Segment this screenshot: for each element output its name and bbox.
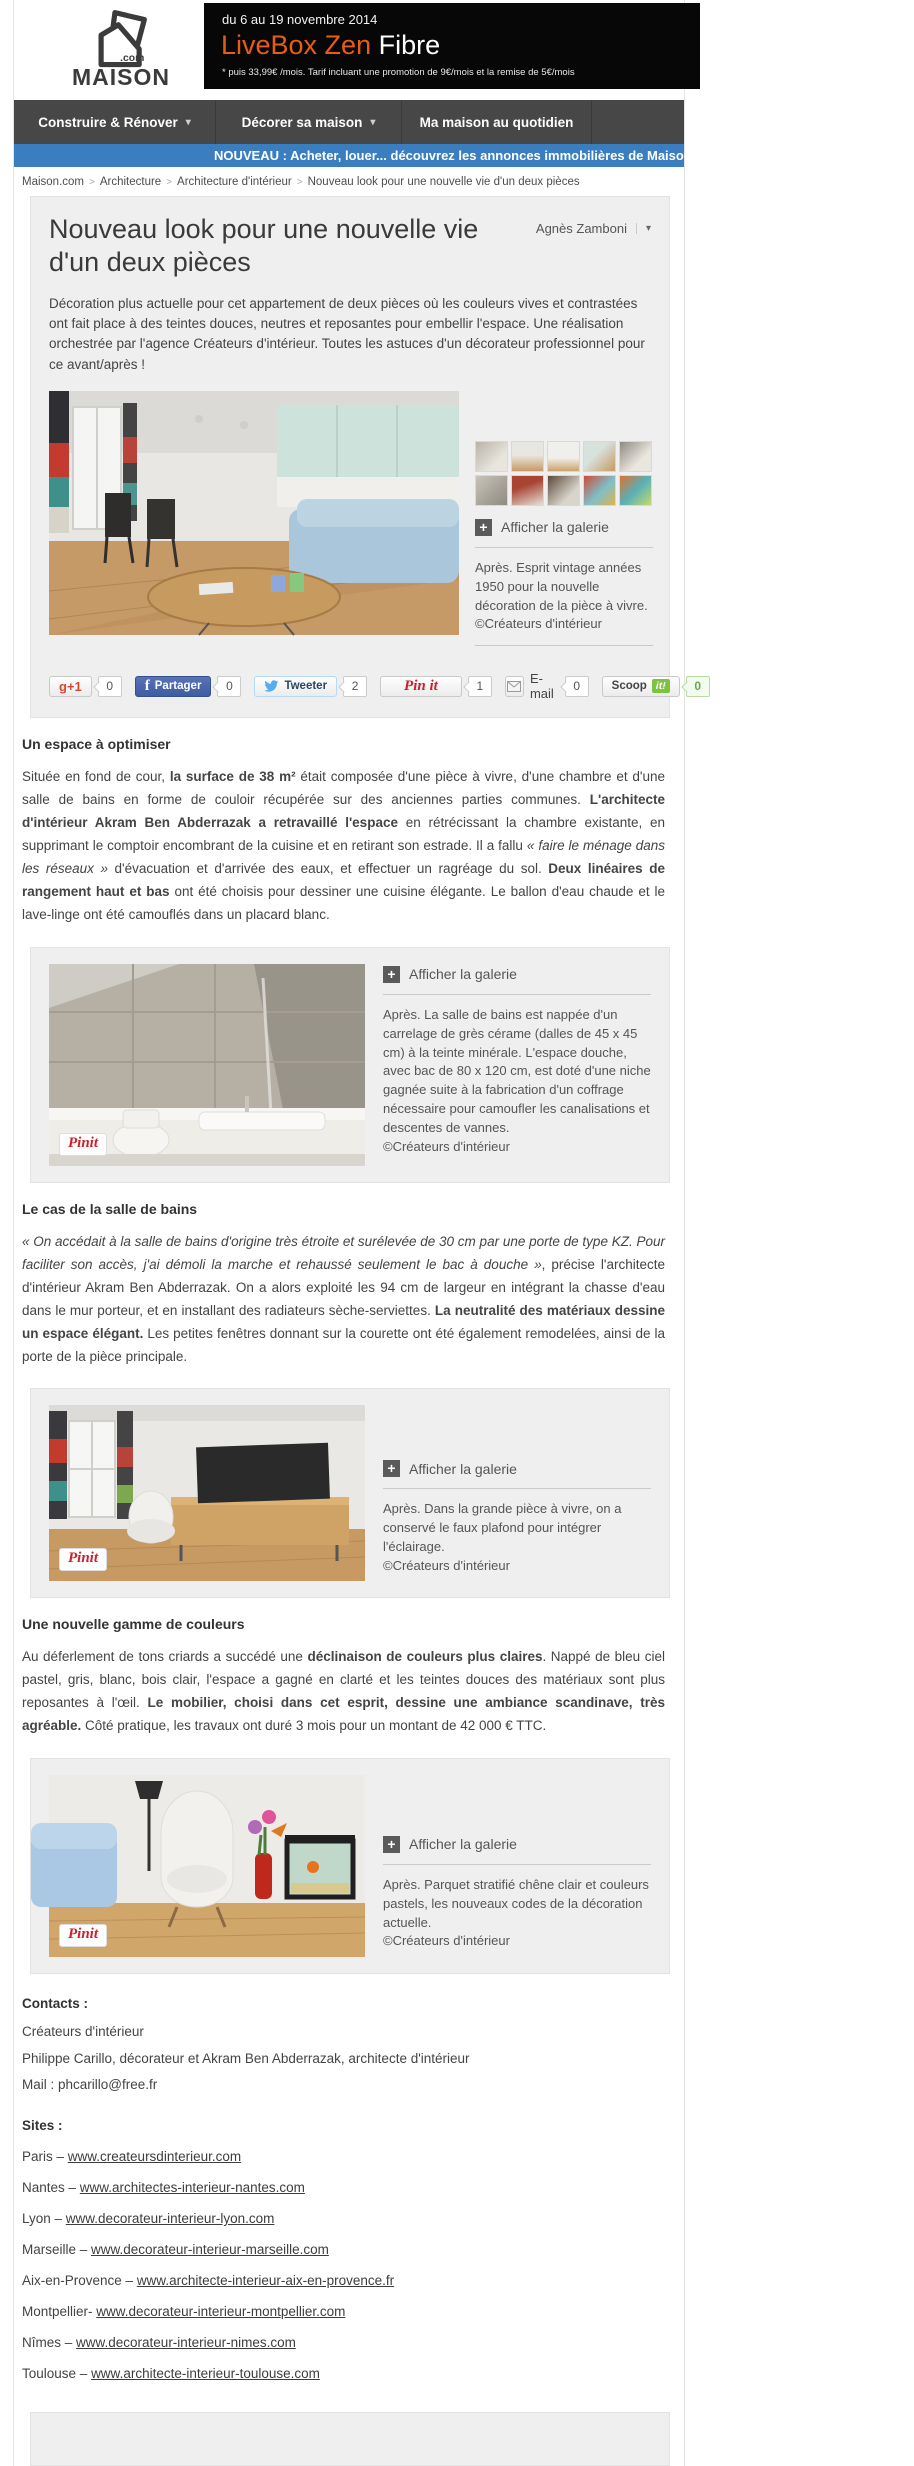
promo-banner[interactable]: NOUVEAU : Acheter, louer... découvrez les annonces immobilières de Maison.com [14, 144, 684, 167]
nav-item-label: Ma maison au quotidien [419, 114, 574, 130]
share-twitter-group [254, 676, 367, 697]
share-facebook-group [135, 676, 242, 697]
title-row [49, 213, 651, 279]
figure-caption [383, 1500, 651, 1575]
page-title: Nouveau look pour une nouvelle vie d'un deux pièces [49, 214, 479, 277]
gallery-thumbnail[interactable] [511, 475, 544, 506]
plus-icon: + [383, 1460, 400, 1477]
share-email-group [505, 671, 589, 701]
contacts-heading: Contacts : [22, 1996, 89, 2012]
article-intro: Décoration plus actuelle pour cet appartement de deux pièces où les couleurs vives et contrastées ont fait place à des teintes douces, neutres et reposantes pour embellir l'espace. Une réalisation orchestrée par l'agence Créateurs d'intérieur. Toutes les astuces d'un décorateur professionnel pour ce avant/après ! [49, 295, 645, 372]
figure-panel-pastel [30, 1758, 670, 1974]
author-box [536, 221, 651, 236]
show-gallery-button[interactable] [383, 1460, 651, 1477]
breadcrumb-home[interactable]: Maison.com [22, 176, 84, 188]
chevron-down-icon: ▾ [370, 116, 376, 128]
site-line-aix [22, 2265, 665, 2296]
site-link[interactable]: www.architecte-interieur-toulouse.com [91, 2366, 320, 2382]
caption-divider [383, 994, 651, 995]
caption-divider [475, 645, 653, 646]
nav-item-construire[interactable] [14, 100, 216, 144]
site-line-nimes [22, 2327, 665, 2358]
logo-tld: .com [120, 53, 145, 65]
site-line-montpellier [22, 2296, 665, 2327]
ad-disclaimer: * puis 33,99€ /mois. Tarif incluant une promotion de 9€/mois et la remise de 5€/mois [222, 67, 575, 78]
share-bar [49, 671, 702, 702]
maison-logo[interactable] [66, 4, 176, 91]
hero-photo-credit: ©Créateurs d'intérieur [475, 616, 602, 632]
nav-item-quotidien[interactable] [402, 100, 592, 144]
show-gallery-button[interactable] [383, 966, 651, 983]
caption-divider [475, 547, 653, 548]
tweet-count: 2 [343, 676, 367, 697]
breadcrumb-architecture-interieur[interactable]: Architecture d'intérieur [177, 176, 292, 188]
site-link[interactable]: www.decorateur-interieur-marseille.com [91, 2242, 329, 2258]
breadcrumb-current: Nouveau look pour une nouvelle vie d'un deux pièces [307, 176, 580, 188]
pin-it-overlay-badge[interactable]: Pinit [59, 1133, 107, 1156]
gallery-thumbnail[interactable] [619, 441, 652, 472]
pin-it-button[interactable] [380, 676, 462, 697]
site-link[interactable]: www.decorateur-interieur-lyon.com [65, 2211, 275, 2227]
site-city: Nîmes – [22, 2335, 77, 2351]
plus-icon: + [475, 519, 492, 536]
site-city: Nantes – [22, 2180, 80, 2196]
site-link[interactable]: www.createursdinterieur.com [67, 2149, 242, 2165]
figure [49, 1775, 651, 1957]
figure-caption-column [383, 1405, 651, 1581]
footer-panel [30, 2412, 670, 2466]
site-line-marseille [22, 2234, 665, 2265]
figure-caption-text: Après. La salle de bains est nappée d'un carrelage de grès cérame (dalles de 45 x 45 cm) à la teinte minérale. L'espace douche, avec bac de 80 x 120 cm, est doté d'une niche gagnée suite à la fabrication d'un coffrage nécessaire pour camoufler les canalisations et descentes de vannes. [383, 1006, 651, 1135]
logo-brand-text: MAISON [72, 64, 170, 90]
section-heading: Une nouvelle gamme de couleurs [22, 1616, 245, 1633]
show-gallery-label: Afficher la galerie [409, 1836, 517, 1853]
bathroom-photo[interactable] [49, 964, 365, 1166]
pin-it-overlay-badge[interactable]: Pinit [59, 1548, 107, 1571]
figure-caption [383, 1006, 651, 1157]
site-city: Paris – [22, 2149, 68, 2165]
site-link[interactable]: www.decorateur-interieur-nimes.com [76, 2335, 296, 2351]
gallery-thumbnail[interactable] [583, 441, 616, 472]
facebook-share-count: 0 [217, 676, 241, 697]
gallery-thumbnail[interactable] [547, 441, 580, 472]
contact-people: Philippe Carillo, décorateur et Akram Ben Abderrazak, architecte d'intérieur [22, 2050, 470, 2066]
section-paragraph: Située en fond de cour, la surface de 38 m² était composée d'une pièce à vivre, d'une chambre et d'une salle de bains en forme de couloir récupérée sur des anciennes parties communes. L'architecte d'intérieur Akram Ben Abderrazak a retravaillé l'espace en rétrécissant la chambre existante, en supprimant le comptoir encombrant de la cuisine et en retirant son estrade. Il a fallu « faire le ménage dans les réseaux » d'évacuation et d'arrivée des eaux, et effectuer un ragréage du sol. Deux linéaires de rangement haut et bas ont été choisis pour dessiner une cuisine élégante. Le ballon d'eau chaude et le lave-linge ont été camouflés dans un placard blanc. [22, 769, 666, 922]
google-plus-count: 0 [98, 676, 122, 697]
living-room-photo [49, 391, 459, 635]
scoop-it-button[interactable] [602, 676, 680, 697]
email-count: 0 [565, 676, 589, 697]
author-name: Agnès Zamboni [535, 221, 627, 236]
site-header [14, 0, 684, 100]
share-scoop-group [602, 676, 710, 697]
section-heading: Un espace à optimiser [22, 736, 171, 753]
article-head-panel [30, 196, 702, 718]
photo-credit: ©Créateurs d'intérieur [383, 1557, 510, 1573]
caption-divider [383, 1488, 651, 1489]
hero-caption [475, 559, 653, 634]
pinterest-label: Pin it [404, 677, 438, 694]
envelope-icon [507, 681, 521, 692]
ad-date-range: du 6 au 19 novembre 2014 [222, 12, 378, 27]
plus-icon: + [383, 966, 400, 983]
site-link[interactable]: www.architecte-interieur-aix-en-provence.fr [136, 2273, 395, 2289]
nav-item-label: Construire & Rénover [38, 114, 178, 130]
share-google-group [49, 676, 122, 697]
site-line-paris [22, 2141, 665, 2172]
breadcrumb [14, 167, 684, 196]
pin-it-overlay-badge[interactable]: Pinit [59, 1924, 107, 1947]
section-gamme-de-couleurs [22, 1616, 665, 1738]
gallery-thumbnail[interactable] [475, 475, 508, 506]
nav-item-decorer[interactable] [216, 100, 402, 144]
contacts-block [22, 1996, 665, 2098]
twitter-bird-icon [264, 680, 279, 692]
photo-credit: ©Créateurs d'intérieur [383, 1138, 510, 1154]
show-gallery-label: Afficher la galerie [409, 966, 517, 983]
hero-image[interactable] [49, 391, 459, 635]
chevron-down-icon: ▾ [185, 116, 191, 128]
google-plus-label: g+1 [59, 678, 82, 694]
gallery-thumbnail[interactable] [547, 475, 580, 506]
sites-heading: Sites : [22, 2118, 63, 2134]
living-room-photo-2[interactable] [49, 1405, 365, 1581]
figure-panel-living [30, 1388, 670, 1598]
site-city: Toulouse – [22, 2366, 92, 2382]
show-gallery-button[interactable] [383, 1836, 651, 1853]
plus-icon: + [383, 1836, 400, 1853]
breadcrumb-architecture[interactable]: Architecture [99, 176, 162, 188]
gallery-thumbnail[interactable] [583, 475, 616, 506]
gallery-thumbnail[interactable] [511, 441, 544, 472]
tweet-label: Tweeter [284, 680, 328, 693]
ad-title [204, 27, 700, 61]
facebook-share-label: Partager [154, 680, 202, 693]
site-city: Montpellier- [22, 2304, 97, 2320]
site-city: Aix-en-Provence – [22, 2273, 137, 2289]
breadcrumb-separator: > [166, 177, 173, 188]
facebook-share-button[interactable] [135, 676, 212, 697]
contact-email: Mail : phcarillo@free.fr [22, 2076, 158, 2092]
scoop-it-badge: it! [652, 679, 670, 693]
gallery-thumbnail[interactable] [475, 441, 508, 472]
figure [49, 964, 651, 1166]
section-salle-de-bains [22, 1201, 665, 1369]
show-gallery-label: Afficher la galerie [409, 1460, 517, 1477]
page-container [13, 0, 723, 2466]
breadcrumb-separator: > [296, 177, 303, 188]
figure-caption [383, 1876, 651, 1951]
scoop-label: Scoop [611, 680, 647, 693]
site-line-lyon [22, 2203, 665, 2234]
facebook-icon: f [144, 677, 150, 694]
caption-divider [383, 1864, 651, 1865]
ad-banner[interactable] [204, 3, 700, 89]
main-nav [14, 100, 684, 144]
figure-caption-column [383, 1775, 651, 1957]
site-line-toulouse [22, 2358, 665, 2389]
section-heading: Le cas de la salle de bains [22, 1200, 198, 1217]
site-line-nantes [22, 2172, 665, 2203]
show-gallery-button[interactable] [475, 519, 653, 536]
house-logo-icon [82, 4, 160, 68]
section-paragraph: « On accédait à la salle de bains d'origine très étroite et surélevée de 30 cm par une porte de type KZ. Pour faciliter son accès, j'ai démoli la marche et rehaussé seulement le bac à douche », précise l'architecte d'intérieur Akram Ben Abderrazak. On a alors exploité les 94 cm de largeur en intégrant la chasse d'eau dans le mur porteur, et en installant des radiateurs sèche-serviettes. La neutralité des matériaux dessine un espace élégant. Les petites fenêtres donnant sur la courette ont été également remodelées, ainsi de la porte de la pièce principale. [22, 1233, 665, 1364]
section-paragraph: Au déferlement de tons criards a succédé une déclinaison de couleurs plus claires. Nappé de bleu ciel pastel, gris, blanc, bois clair, l'espace a gagné en clarté et les teintes douces des matériaux sont plus reposantes à l'œil. Le mobilier, choisi dans cet esprit, dessine une ambiance scandinave, très agréable. Côté pratique, les travaux ont duré 3 mois pour un montant de 42 000 € TTC. [22, 1649, 665, 1734]
ad-title-rest: Fibre [371, 30, 441, 60]
hero-caption-text: Après. Esprit vintage années 1950 pour la nouvelle décoration de la pièce à vivre. [475, 559, 648, 613]
figure [49, 1405, 651, 1581]
gallery-thumbnails [475, 441, 653, 506]
pastel-detail-photo[interactable] [49, 1775, 365, 1957]
share-pinterest-group [380, 676, 492, 697]
email-label: E-mail [529, 671, 554, 702]
site-link[interactable]: www.architectes-interieur-nantes.com [79, 2180, 305, 2196]
google-plus-one-button[interactable] [49, 676, 92, 697]
nav-item-label: Décorer sa maison [241, 114, 363, 130]
breadcrumb-separator: > [89, 177, 95, 188]
contact-agency: Créateurs d'intérieur [22, 2024, 144, 2040]
site-link[interactable]: www.decorateur-interieur-montpellier.com [96, 2304, 346, 2320]
figure-panel-bathroom [30, 947, 670, 1183]
email-button[interactable] [505, 676, 524, 697]
show-gallery-label: Afficher la galerie [501, 519, 609, 536]
figure-caption-text: Après. Dans la grande pièce à vivre, on a conservé le faux plafond pour intégrer l'éclairage. [383, 1501, 622, 1554]
hero-block [49, 391, 651, 657]
pin-count: 1 [468, 676, 492, 697]
section-espace-a-optimiser [22, 736, 665, 927]
sites-block [22, 2118, 665, 2389]
gallery-thumbnail[interactable] [619, 475, 652, 506]
site-city: Lyon – [22, 2211, 66, 2227]
hero-side-column [475, 391, 653, 657]
figure-caption-column [383, 964, 651, 1166]
tweet-button[interactable] [254, 676, 337, 697]
main-nav-inner [14, 100, 914, 144]
figure-caption-text: Après. Parquet stratifié chêne clair et couleurs pastels, les nouveaux codes de la décoration actuelle. [383, 1876, 649, 1930]
scoop-count: 0 [686, 676, 710, 697]
site-city: Marseille – [22, 2242, 92, 2258]
ad-title-highlight: LiveBox Zen [221, 30, 372, 60]
author-dropdown-caret-icon[interactable]: ▾ [636, 223, 651, 234]
photo-credit: ©Créateurs d'intérieur [383, 1933, 510, 1949]
